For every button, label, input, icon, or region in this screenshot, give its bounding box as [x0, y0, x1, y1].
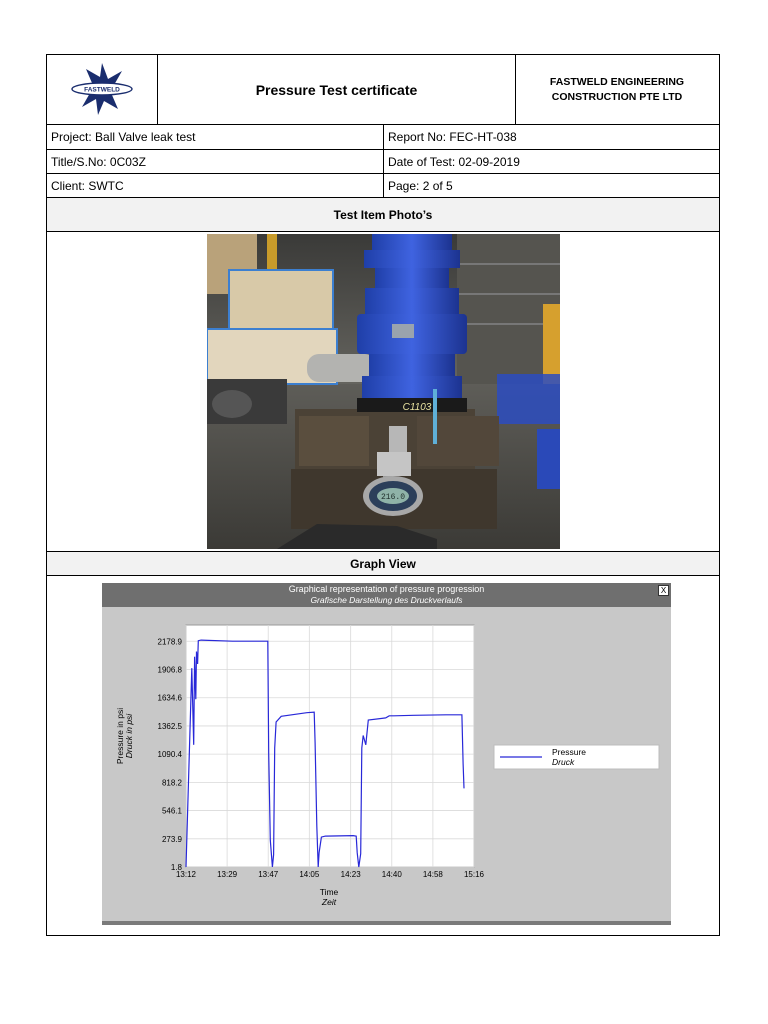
info-row-3: [47, 174, 719, 198]
legend-label: Pressure: [552, 747, 587, 757]
photo-section-title: Test Item Photo’s: [333, 207, 433, 222]
x-tick-label: 15:16: [463, 870, 485, 879]
report-number-field: Report No: FEC-HT-038: [388, 130, 517, 144]
x-axis-label: Time: [319, 887, 339, 897]
project-field: Project: Ball Valve leak test: [51, 130, 196, 144]
gauge-reading: 216.0: [380, 493, 406, 502]
y-tick-label: 818.2: [161, 778, 182, 788]
test-date-field: Date of Test: 02-09-2019: [388, 154, 520, 169]
legend: [494, 745, 659, 769]
graph-section-title: Graph View: [350, 556, 416, 571]
photo-section-header: [47, 198, 719, 232]
logo-text: FASTWELD: [84, 86, 120, 94]
y-axis-label-de: Druck in psi: [124, 713, 134, 759]
info-row-2: [47, 150, 719, 174]
pressure-chart: [102, 583, 671, 925]
y-tick-label: 546.1: [161, 806, 182, 816]
close-icon[interactable]: X: [658, 585, 669, 596]
y-tick-label: 273.9: [161, 834, 182, 844]
graph-title: Graphical representation of pressure progression: [288, 584, 485, 594]
valve-marking: C1103: [402, 402, 432, 413]
y-tick-label: 1090.4: [157, 750, 182, 760]
y-tick-label: 1362.5: [157, 721, 182, 731]
y-tick-label: 1.8: [170, 863, 182, 872]
company-name-line1: FASTWELD ENGINEERING: [549, 75, 685, 88]
y-tick-label: 1634.6: [157, 693, 182, 703]
x-tick-label: 14:23: [340, 870, 361, 879]
x-tick-label: 14:58: [422, 870, 443, 879]
company-logo: [47, 55, 158, 124]
y-axis-label: Pressure in psi: [115, 707, 125, 765]
graph-window: [102, 583, 671, 925]
title-serial-field: Title/S.No: 0C03Z: [51, 154, 146, 169]
x-tick-label: 13:29: [217, 870, 238, 879]
company-name: [515, 55, 719, 124]
x-tick-label: 14:40: [381, 870, 402, 879]
y-tick-label: 1906.8: [157, 665, 182, 675]
plot-area: [186, 625, 474, 867]
page-number-field: Page: 2 of 5: [388, 178, 453, 193]
x-tick-label: 13:12: [175, 870, 197, 879]
x-axis-label-de: Zeit: [321, 897, 337, 907]
y-tick-label: 2178.9: [157, 637, 182, 647]
certificate-page: [46, 54, 720, 936]
document-title: Pressure Test certificate: [255, 81, 418, 98]
company-name-line2: CONSTRUCTION PTE LTD: [551, 90, 683, 103]
legend-label-de: Druck: [552, 757, 575, 767]
client-field: Client: SWTC: [51, 178, 124, 193]
graph-subtitle: Grafische Darstellung des Druckverlaufs: [310, 595, 463, 605]
header-row: [47, 55, 719, 125]
info-row-1: [47, 125, 719, 150]
x-tick-label: 13:47: [258, 870, 279, 879]
x-tick-label: 14:05: [299, 870, 320, 879]
test-item-photo: [207, 234, 560, 549]
graph-section-header: [47, 552, 719, 576]
